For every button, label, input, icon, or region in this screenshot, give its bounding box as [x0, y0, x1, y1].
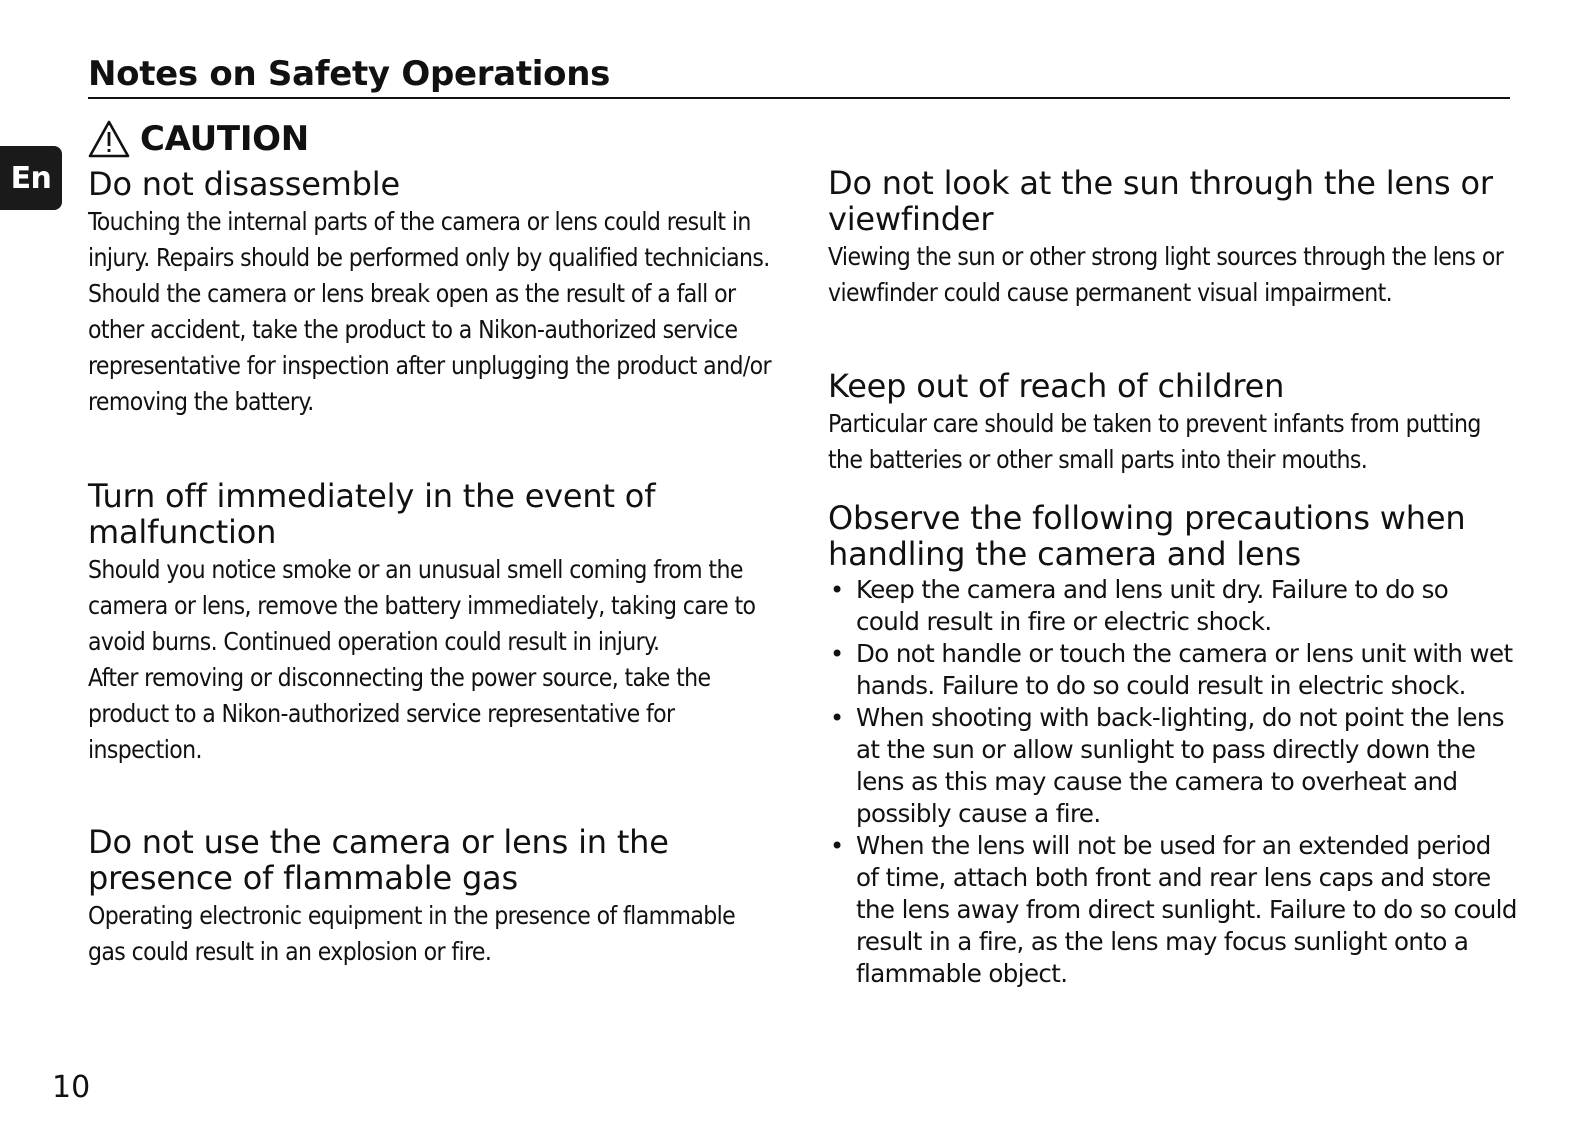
list-item: [828, 574, 1518, 638]
list-item: [828, 638, 1518, 702]
section-heading: Keep out of reach of children: [828, 367, 1285, 405]
caution-heading: [88, 116, 309, 162]
list-item: [828, 702, 1518, 830]
section-body: [88, 898, 778, 970]
section-paragraph: After removing or disconnecting the power source, take the product to a Nikon-authorized service representative for inspection.: [88, 663, 711, 764]
section-turn-off-malfunction: [88, 478, 778, 768]
section-keep-from-children: [828, 368, 1518, 478]
section-paragraph: Operating electronic equipment in the presence of flammable gas could result in an explosion or fire.: [88, 901, 736, 966]
list-item-text: Keep the camera and lens unit dry. Failure to do so could result in fire or electric shock.: [856, 575, 1449, 636]
title-divider: [88, 97, 1510, 99]
list-item-text: Do not handle or touch the camera or lens unit with wet hands. Failure to do so could result in electric shock.: [856, 639, 1513, 700]
section-heading: Observe the following precautions when handling the camera and lens: [828, 499, 1466, 573]
section-paragraph: Particular care should be taken to prevent infants from putting the batteries or other small parts into their mouths.: [828, 409, 1481, 474]
section-heading: Turn off immediately in the event of malfunction: [88, 477, 656, 551]
bullet-icon: •: [830, 640, 844, 668]
section-flammable-gas: [88, 824, 778, 970]
section-do-not-disassemble: [88, 166, 778, 420]
section-heading: Do not use the camera or lens in the presence of flammable gas: [88, 823, 669, 897]
page-title: Notes on Safety Operations: [88, 54, 611, 94]
bullet-icon: •: [830, 832, 844, 860]
precautions-list: [828, 574, 1518, 990]
bullet-icon: •: [830, 576, 844, 604]
section-body: [828, 239, 1518, 311]
section-paragraph: Viewing the sun or other strong light sources through the lens or viewfinder could cause permanent visual impairment.: [828, 242, 1504, 307]
section-body: [88, 552, 778, 768]
section-paragraph: Should you notice smoke or an unusual smell coming from the camera or lens, remove the battery immediately, taking care to avoid burns. Continued operation could result in injury.: [88, 555, 756, 656]
section-body: [88, 204, 778, 420]
bullet-icon: •: [830, 704, 844, 732]
list-item: [828, 830, 1518, 990]
language-tab: [0, 146, 62, 210]
caution-label: CAUTION: [140, 119, 309, 159]
section-body: [828, 406, 1518, 478]
section-handling-precautions: [828, 500, 1518, 990]
list-item-text: When shooting with back-lighting, do not point the lens at the sun or allow sunlight to pass directly down the lens as this may cause the camera to overheat and possibly cause a fire.: [856, 703, 1504, 828]
warning-triangle-icon: [88, 120, 130, 158]
section-paragraph: Touching the internal parts of the camera or lens could result in injury. Repairs should be performed only by qualified technicians. Should the camera or lens break open as the result of a fall or other accident, take the product to a Nikon-authorized service representative for inspection after unplugging the product and/or removing the battery.: [88, 207, 772, 416]
section-heading: Do not look at the sun through the lens or viewfinder: [828, 164, 1493, 238]
language-tab-label: En: [10, 160, 52, 196]
page-number: 10: [52, 1070, 91, 1105]
list-item-text: When the lens will not be used for an extended period of time, attach both front and rear lens caps and store the lens away from direct sunlight. Failure to do so could result in a fire, as the lens may focus sunlight onto a flammable object.: [856, 831, 1517, 988]
section-heading: Do not disassemble: [88, 165, 400, 203]
section-sun-through-lens: [828, 165, 1518, 311]
